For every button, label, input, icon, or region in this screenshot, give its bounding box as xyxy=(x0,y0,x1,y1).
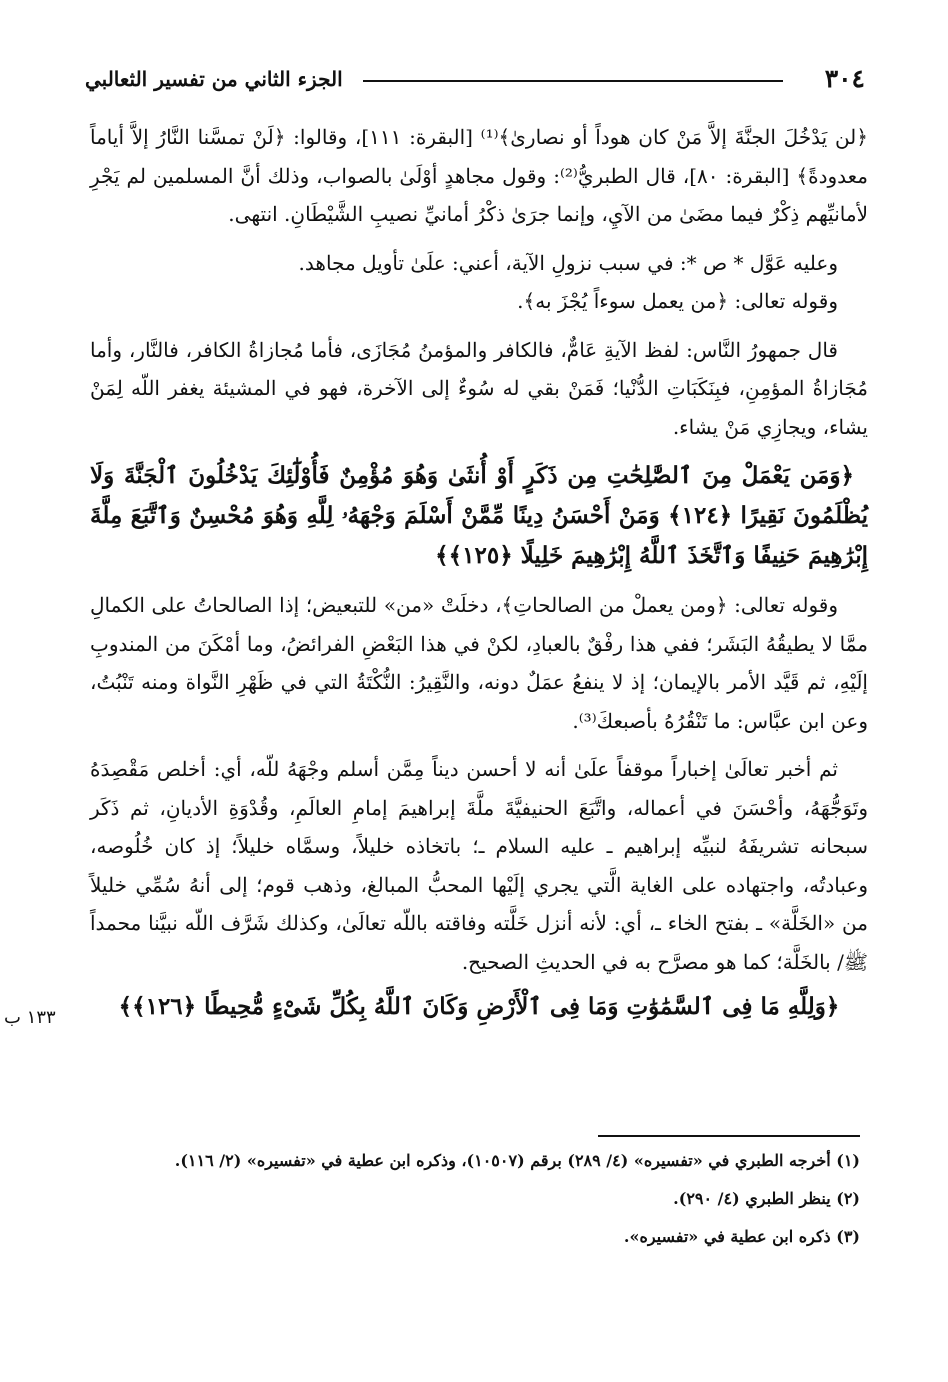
footnote-3: (٣) ذكره ابن عطية في «تفسيره». xyxy=(623,1227,860,1246)
footnote-separator xyxy=(598,1135,860,1137)
footnotes xyxy=(84,1150,860,1264)
footnote-1: (١) أخرجه الطبري في «تفسيره» (٤/ ٢٨٩) برقم (١٠٥٠٧)، وذكره ابن عطية في «تفسيره» (٢/ ١١٦). xyxy=(174,1151,860,1170)
quran-verse-126: ﴿وَلِلَّهِ مَا فِى ٱلسَّمَٰوَٰتِ وَمَا فِى ٱلْأَرْضِ وَكَانَ ٱللَّهُ بِكُلِّ شَىْءٍ مُّحِيطًا ﴿١٢٦﴾﴾ xyxy=(118,993,840,1020)
page-header xyxy=(85,62,865,98)
paragraph-4: قال جمهورُ النَّاس: لفظ الآيةِ عَامٌّ، فالكافر والمؤمنُ مُجَازَى، فأما مُجازاةُ الكافر، فالنَّار، وأما مُجَازاةُ المؤمِنِ، فبِنَكَبَاتِ الدُّنْيا؛ فَمَنْ بقي له سُوءٌ إلى الآخرة، فهو في المشيئة يغفر اللّه لِمَنْ يشاء، ويجازِي مَنْ يشاء. xyxy=(90,337,868,439)
footnote-2: (٢) ينظر الطبري (٤/ ٢٩٠). xyxy=(673,1189,860,1208)
paragraph-3: وقوله تعالى: ﴿من يعمل سوءاً يُجْزَ به﴾. xyxy=(517,289,838,313)
page-number: ٣٠٤ xyxy=(824,64,865,93)
paragraph-6: ثم أخبر تعالَىٰ إخباراً موقفاً علَىٰ أنه لا أحسن ديناً مِمَّن أسلم وجْهَهُ للّه، أي: أخلص مَقْصِدَهُ وتَوَجُّهَهُ، وأحْسَنَ في أعماله، واتَّبَعَ الحنيفيَّةَ ملَّةَ إبراهيمَ إمامِ العالَمِ، وقُدْوَةِ الأديانِ، ثم ذَكَر سبحانه تشريفَهُ لنبيِّه إبراهيم ـ عليه السلام ـ؛ باتخاذه خليلاً، وسمَّاه خليلاً؛ إذ كان خُلُوصه، وعبادتُه، واجتهاده على الغاية الَّتي يجري إلَيْها المحبُّ المبالغ، وذهب قوم؛ إلى أنهُ سُمِّي خليلاً من «الخَلَّة» ـ بفتح الخاء ـ، أي: لأنه أنزل خَلَّته وفاقته باللّه تعالَىٰ، وكذلك شَرَّف اللّه نبيَّنا محمداً ﷺ/ بالخَلَّة؛ كما هو مصرَّح به في الحديثِ الصحيح. xyxy=(90,757,869,974)
paragraph-1: ﴿لن يَدْخُلَ الجنَّةَ إلاَّ مَنْ كان هوداً أو نصارىٰ﴾⁽¹⁾ [البقرة: ١١١]، وقالوا: ﴿لَنْ تمسَّنا النَّارُ إلاَّ أياماً معدودةً﴾ [البقرة: ٨٠]، قال الطبريُّ⁽²⁾: وقول مجاهدٍ أوْلَىٰ بالصواب، وذلك أنَّ المسلمين لم يَجْرِ لأمانيِّهم ذِكْرٌ فيما مضَىٰ من الآيِ، وإنما جرَىٰ ذكْرُ أمانيِّ نصيبِ الشَّيْطَانِ. انتهى. xyxy=(90,125,868,226)
paragraph-2: وعليه عَوَّل * ص *: في سبب نزولِ الآية، أعني: علَىٰ تأويل مجاهد. xyxy=(298,250,838,275)
main-text xyxy=(90,118,868,1027)
paragraph-5: وقوله تعالى: ﴿ومن يعملْ من الصالحاتِ﴾، دخلَتْ «من» للتبعيض؛ إذا الصالحاتُ على الكمالِ ممَّا لا يطيقُهُ البَشَر؛ ففي هذا رفْقٌ بالعبادِ، لكنْ في هذا البَعْضِ الفرائضُ، وما أمْكَنَ من المندوبِ إلَيْهِ، ثم قَيَّد الأمر بالإيمان؛ إذ لا ينفعُ عمَلٌ دونه، والنَّقِيرُ: النُّكْتَةُ التي في ظَهْرِ النَّواة ومنه تَنْبُتُ، وعن ابن عبَّاس: ما تَنْقُرُهُ بأصبعكَ⁽³⁾. xyxy=(90,593,868,733)
manuscript-folio-note: ١٣٣ ب xyxy=(4,1007,56,1028)
running-title: الجزء الثاني من تفسير الثعالبي xyxy=(85,67,343,91)
quran-verses-124-125: ﴿وَمَن يَعْمَلْ مِنَ ٱلصَّٰلِحَٰتِ مِن ذَكَرٍ أَوْ أُنثَىٰ وَهُوَ مُؤْمِنٌ فَأُوْلَٰٓئِكَ يَدْخُلُونَ ٱلْجَنَّةَ وَلَا يُظْلَمُونَ نَقِيرًا ﴿١٢٤﴾ وَمَنْ أَحْسَنُ دِينًا مِّمَّنْ أَسْلَمَ وَجْهَهُۥ لِلَّهِ وَهُوَ مُحْسِنٌ وَٱتَّبَعَ مِلَّةَ إِبْرَٰهِيمَ حَنِيفًا وَٱتَّخَذَ ٱللَّهُ إِبْرَٰهِيمَ خَلِيلًا ﴿١٢٥﴾﴾ xyxy=(90,462,868,569)
header-rule xyxy=(363,80,783,82)
